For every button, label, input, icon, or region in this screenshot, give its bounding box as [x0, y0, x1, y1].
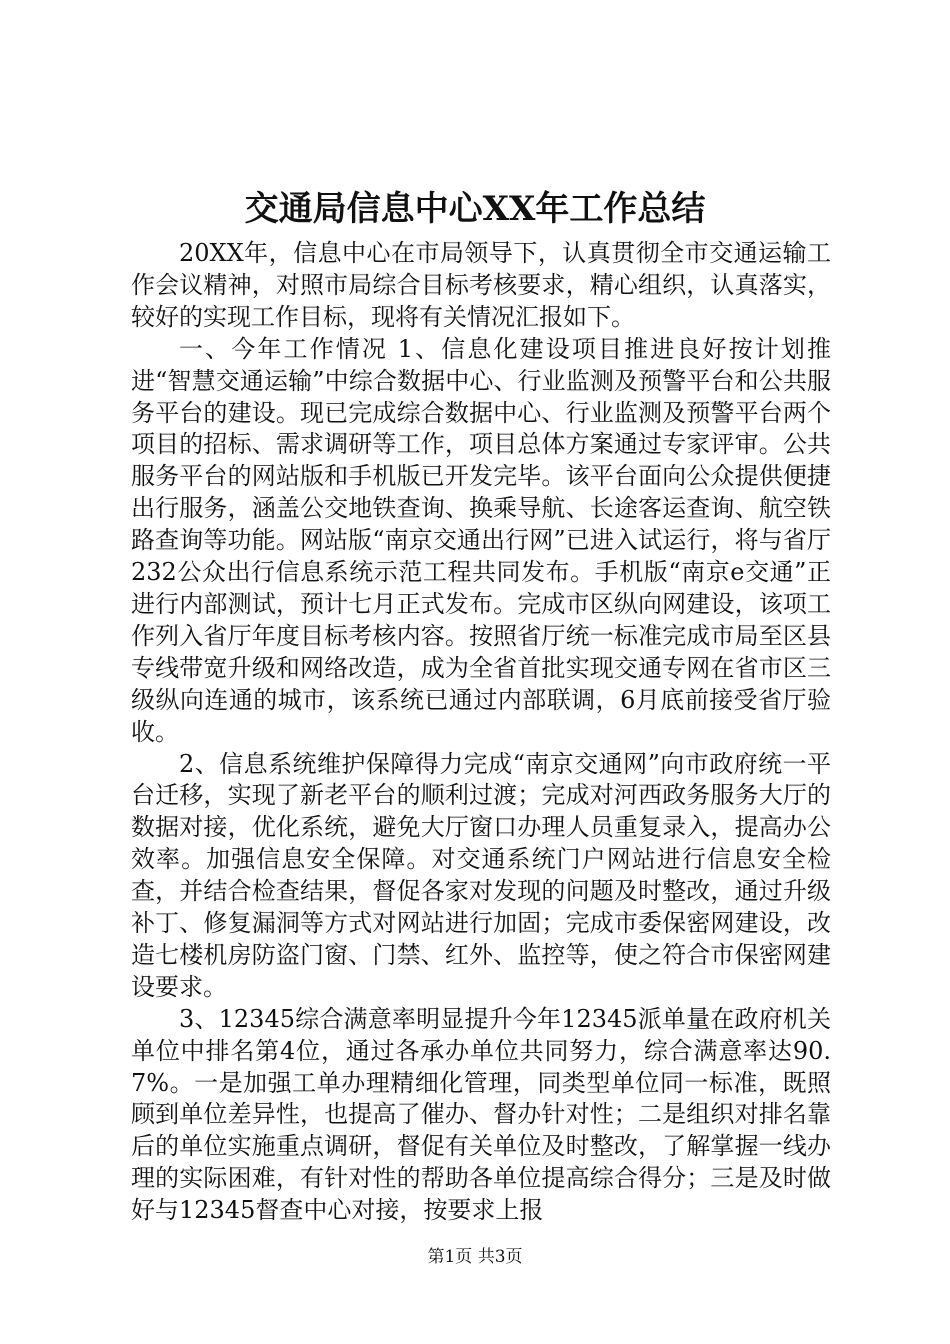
document-body	[131, 238, 831, 1227]
paragraph-section-2: 2、信息系统维护保障得力完成“南京交通网”向市政府统一平台迁移，实现了新老平台的顺利过渡；完成对河西政务服务大厅的数据对接，优化系统，避免大厅窗口办理人员重复录入，提高办公效率。加强信息安全保障。对交通系统门户网站进行信息安全检查，并结合检查结果，督促各家对发现的问题及时整改，通过升级补丁、修复漏洞等方式对网站进行加固；完成市委保密网建设，改造七楼机房防盗门窗、门禁、红外、监控等，使之符合市保密网建设要求。	[131, 749, 831, 1001]
paragraph-section-1: 一、今年工作情况 1、信息化建设项目推进良好按计划推进“智慧交通运输”中综合数据中心、行业监测及预警平台和公共服务平台的建设。现已完成综合数据中心、行业监测及预警平台两个项目的招标、需求调研等工作，项目总体方案通过专家评审。公共服务平台的网站版和手机版已开发完毕。该平台面向公众提供便捷出行服务，涵盖公交地铁查询、换乘导航、长途客运查询、航空铁路查询等功能。网站版“南京交通出行网”已进入试运行，将与省厅232公众出行信息系统示范工程共同发布。手机版“南京e交通”正进行内部测试，预计七月正式发布。完成市区纵向网建设，该项工作列入省厅年度目标考核内容。按照省厅统一标准完成市局至区县专线带宽升级和网络改造，成为全省首批实现交通专网在省市区三级纵向连通的城市，该系统已通过内部联调，6月底前接受省厅验收。	[131, 334, 831, 746]
document-title: 交通局信息中心XX年工作总结	[244, 189, 706, 229]
paragraph-intro: 20XX年，信息中心在市局领导下，认真贯彻全市交通运输工作会议精神，对照市局综合目标考核要求，精心组织，认真落实，较好的实现工作目标，现将有关情况汇报如下。	[131, 239, 831, 331]
page-footer: 第1页 共3页	[427, 1247, 523, 1267]
paragraph-section-3: 3、12345综合满意率明显提升今年12345派单量在政府机关单位中排名第4位，通过各承办单位共同努力，综合满意率达90.7%。一是加强工单办理精细化管理，同类型单位同一标准，既照顾到单位差异性，也提高了催办、督办针对性；二是组织对排名靠后的单位实施重点调研，督促有关单位及时整改，了解掌握一线办理的实际困难，有针对性的帮助各单位提高综合得分；三是及时做好与12345督查中心对接，按要求上报	[131, 1004, 831, 1225]
